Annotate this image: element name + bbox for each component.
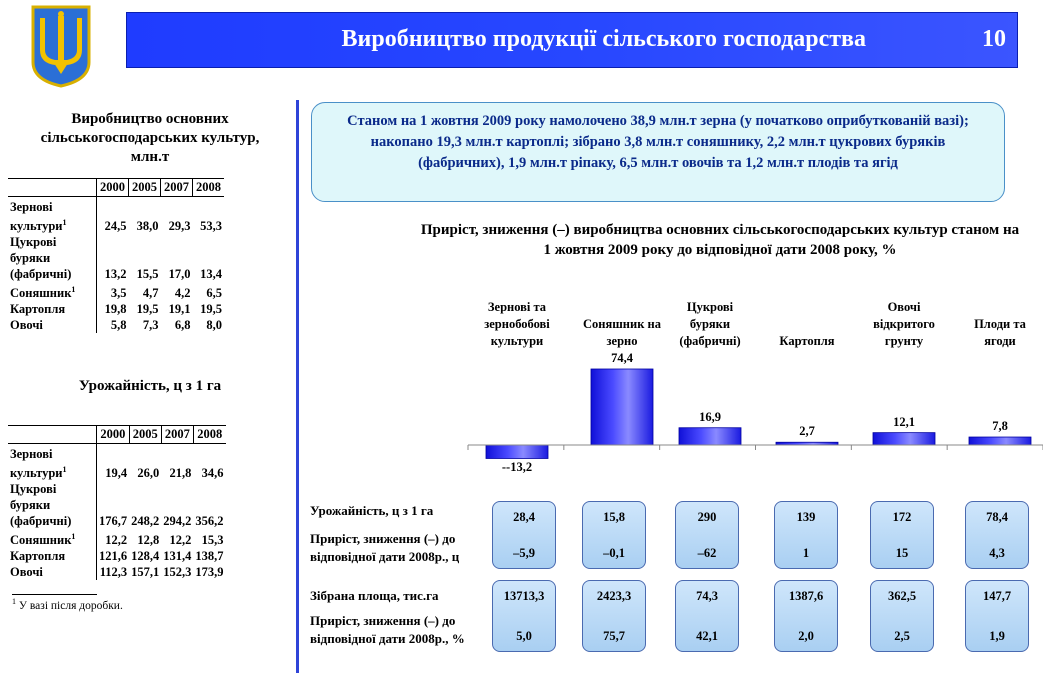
table-cell: 173,9 xyxy=(195,565,224,580)
table-cell xyxy=(97,234,129,250)
table-cell xyxy=(193,197,225,216)
row-label: культури$^1$ xyxy=(10,218,67,234)
row-label: буряки xyxy=(10,498,51,513)
row-label: Зернові xyxy=(10,200,53,214)
table-cell xyxy=(129,481,161,497)
area-box: 362,5 2,5 xyxy=(870,580,934,652)
row-label: Овочі xyxy=(10,565,43,580)
area-label: Зібрана площа, тис.га xyxy=(310,588,439,603)
table1-title: Виробництво основних сільськогосподарських культур, млн.т xyxy=(40,111,260,165)
row-label: (фабричні) xyxy=(10,267,72,282)
row-label: Соняшник$^1$ xyxy=(10,532,76,548)
table-cell xyxy=(97,197,129,216)
table-cell: 157,1 xyxy=(131,565,160,580)
yield-box: 139 1 xyxy=(774,501,838,569)
table-cell xyxy=(161,250,193,266)
table-cell xyxy=(97,497,130,513)
table-row xyxy=(8,548,226,564)
yield-label: Урожайність, ц з 1 га xyxy=(310,503,434,518)
table2-title: Урожайність, ц з 1 га xyxy=(78,378,222,394)
section-divider xyxy=(296,100,299,673)
yield-box: 15,8 –0,1 xyxy=(582,501,646,569)
row-label: буряки xyxy=(10,251,51,266)
category-label: Картопля xyxy=(779,334,835,348)
year-header: 2005 xyxy=(129,179,161,197)
table-cell: 19,1 xyxy=(168,302,191,317)
table-cell: 12,2 xyxy=(169,533,192,548)
table-row xyxy=(8,481,226,497)
table-cell: 12,2 xyxy=(97,529,130,548)
table-cell xyxy=(129,234,161,250)
row-label: Картопля xyxy=(10,549,66,564)
yield-table xyxy=(8,425,226,580)
header-bar xyxy=(126,12,1018,68)
table-row xyxy=(8,234,224,250)
table-cell xyxy=(161,234,193,250)
table-cell: 19,4 xyxy=(97,462,130,481)
year-header: 2008 xyxy=(193,179,225,197)
data-label: 12,1 xyxy=(893,414,915,429)
table-row xyxy=(8,529,226,548)
table-cell: 15,5 xyxy=(136,267,159,282)
table-row xyxy=(8,250,224,266)
table-cell: 34,6 xyxy=(201,466,224,481)
row-label: Картопля xyxy=(10,302,66,317)
data-label: --13,2 xyxy=(501,460,533,475)
table-cell: 138,7 xyxy=(195,549,224,564)
bar-chart xyxy=(460,350,1043,480)
yield-box: 28,4 –5,9 xyxy=(492,501,556,569)
category-label: Цукрові буряки (фабричні) xyxy=(679,300,741,348)
table-cell: 176,7 xyxy=(97,513,130,529)
page-number: 10 xyxy=(982,26,1006,52)
production-table-wrap xyxy=(8,178,224,333)
yield-box: 290 –62 xyxy=(675,501,739,569)
table-row xyxy=(8,462,226,481)
yield-table-wrap xyxy=(8,425,226,580)
table-row xyxy=(8,197,224,216)
table-cell: 21,8 xyxy=(169,466,192,481)
bar-0 xyxy=(486,445,548,458)
data-label: 16,9 xyxy=(699,409,721,424)
table-cell: 121,6 xyxy=(97,548,130,564)
table-row xyxy=(8,564,226,580)
chart-title: Приріст, зниження (–) виробництва основних сільськогосподарських культур станом на 1 жовтня 2009 року до відповідної дати 2008 року, % xyxy=(420,222,1020,258)
footnote: $^1$ У вазі після доробки. xyxy=(12,597,123,612)
table-cell: 128,4 xyxy=(131,549,160,564)
category-label: Зернові та зернобобові культури xyxy=(484,300,550,348)
table-cell xyxy=(193,234,225,250)
bar-4 xyxy=(873,433,935,445)
category-label: Овочі відкритого грунту xyxy=(873,300,935,348)
area-box: 147,7 1,9 xyxy=(965,580,1029,652)
table-cell: 24,5 xyxy=(97,215,129,234)
table-cell: 19,8 xyxy=(97,301,129,317)
row-label: (фабричні) xyxy=(10,514,72,529)
yield-box: 172 15 xyxy=(870,501,934,569)
table-row xyxy=(8,301,224,317)
table-cell: 356,2 xyxy=(195,514,224,529)
table-cell: 6,5 xyxy=(206,286,222,301)
table-cell xyxy=(97,481,130,497)
yield-box: 78,4 4,3 xyxy=(965,501,1029,569)
table-row xyxy=(8,513,226,529)
table-cell: 152,3 xyxy=(163,565,192,580)
year-header: 2007 xyxy=(161,179,193,197)
table-cell: 112,3 xyxy=(97,564,130,580)
coat-of-arms-icon xyxy=(30,4,92,88)
table-row xyxy=(8,444,226,463)
row-label: Цукрові xyxy=(10,235,57,250)
table-row xyxy=(8,317,224,333)
table-cell xyxy=(161,481,193,497)
year-header: 2000 xyxy=(97,426,130,444)
table-cell: 12,8 xyxy=(137,533,160,548)
table-cell: 38,0 xyxy=(136,219,159,234)
area-box: 2423,3 75,7 xyxy=(582,580,646,652)
table-row xyxy=(8,497,226,513)
table-cell xyxy=(193,250,225,266)
yield-change-label: Приріст, зниження (–) до відповідної дати 2008р., ц xyxy=(310,531,460,564)
data-label: 74,4 xyxy=(611,351,633,365)
table-cell: 6,8 xyxy=(174,318,191,333)
bar-5 xyxy=(969,437,1031,445)
table-cell xyxy=(161,497,193,513)
page-title: Виробництво продукції сільського господарства xyxy=(341,26,866,52)
footnote-divider xyxy=(12,594,97,595)
year-header: 2008 xyxy=(193,426,225,444)
table-cell: 7,3 xyxy=(142,318,159,333)
table-cell xyxy=(193,481,225,497)
table-cell: 15,3 xyxy=(201,533,224,548)
area-box: 13713,3 5,0 xyxy=(492,580,556,652)
table-cell: 26,0 xyxy=(137,466,160,481)
table-cell xyxy=(193,444,225,463)
area-box: 1387,6 2,0 xyxy=(774,580,838,652)
year-header: 2007 xyxy=(161,426,193,444)
table-cell xyxy=(161,197,193,216)
table-cell: 13,4 xyxy=(200,267,222,282)
row-label: культури$^1$ xyxy=(10,465,67,481)
table-cell xyxy=(129,197,161,216)
data-label: 7,8 xyxy=(992,419,1008,434)
summary-text: Станом на 1 жовтня 2009 року намолочено 38,9 млн.т зерна (у початково оприбуткованій вазі); накопано 19,3 млн.т картоплі; зібрано 3,8 млн.т соняшнику, 2,2 млн.т цукрових буряків (фабричних), 1,9 млн.т ріпаку, 6,5 млн.т овочів та 1,2 млн.т плодів та ягід xyxy=(347,113,969,171)
summary-box xyxy=(311,102,1005,202)
table-cell: 19,5 xyxy=(136,302,159,317)
year-header: 2000 xyxy=(97,179,129,197)
area-box: 74,3 42,1 xyxy=(675,580,739,652)
table-cell xyxy=(129,497,161,513)
table-cell xyxy=(129,444,161,463)
table-cell: 13,2 xyxy=(97,266,129,282)
table-cell: 3,5 xyxy=(97,282,129,301)
table-cell: 19,5 xyxy=(200,302,222,317)
table-row xyxy=(8,266,224,282)
table-cell xyxy=(193,497,225,513)
table-cell: 294,2 xyxy=(163,514,192,529)
data-label: 2,7 xyxy=(799,424,815,439)
category-label: Плоди та ягоди xyxy=(974,317,1026,348)
row-label: Овочі xyxy=(10,318,43,333)
row-label: Цукрові xyxy=(10,482,57,497)
table-cell: 4,7 xyxy=(142,286,159,301)
table-cell: 248,2 xyxy=(131,514,160,529)
row-label: Соняшник$^1$ xyxy=(10,285,76,301)
table-cell: 53,3 xyxy=(200,219,222,234)
category-label: Соняшник на зерно xyxy=(583,317,661,348)
table-row xyxy=(8,282,224,301)
table-cell: 5,8 xyxy=(97,317,129,333)
table-row xyxy=(8,215,224,234)
table-cell: 8,0 xyxy=(206,318,222,333)
table-cell: 17,0 xyxy=(168,267,191,282)
row-label: Зернові xyxy=(10,447,53,461)
table-cell: 29,3 xyxy=(168,219,191,234)
table-cell xyxy=(97,444,130,463)
production-table xyxy=(8,178,224,333)
year-header: 2005 xyxy=(129,426,161,444)
bar-1 xyxy=(591,369,653,445)
table-cell xyxy=(161,444,193,463)
table-cell xyxy=(129,250,161,266)
table-cell: 131,4 xyxy=(163,549,192,564)
table-cell: 4,2 xyxy=(174,286,191,301)
table-cell xyxy=(97,250,129,266)
area-change-label: Приріст, зниження (–) до відповідної дати 2008р., % xyxy=(310,613,465,646)
bar-2 xyxy=(679,428,741,445)
